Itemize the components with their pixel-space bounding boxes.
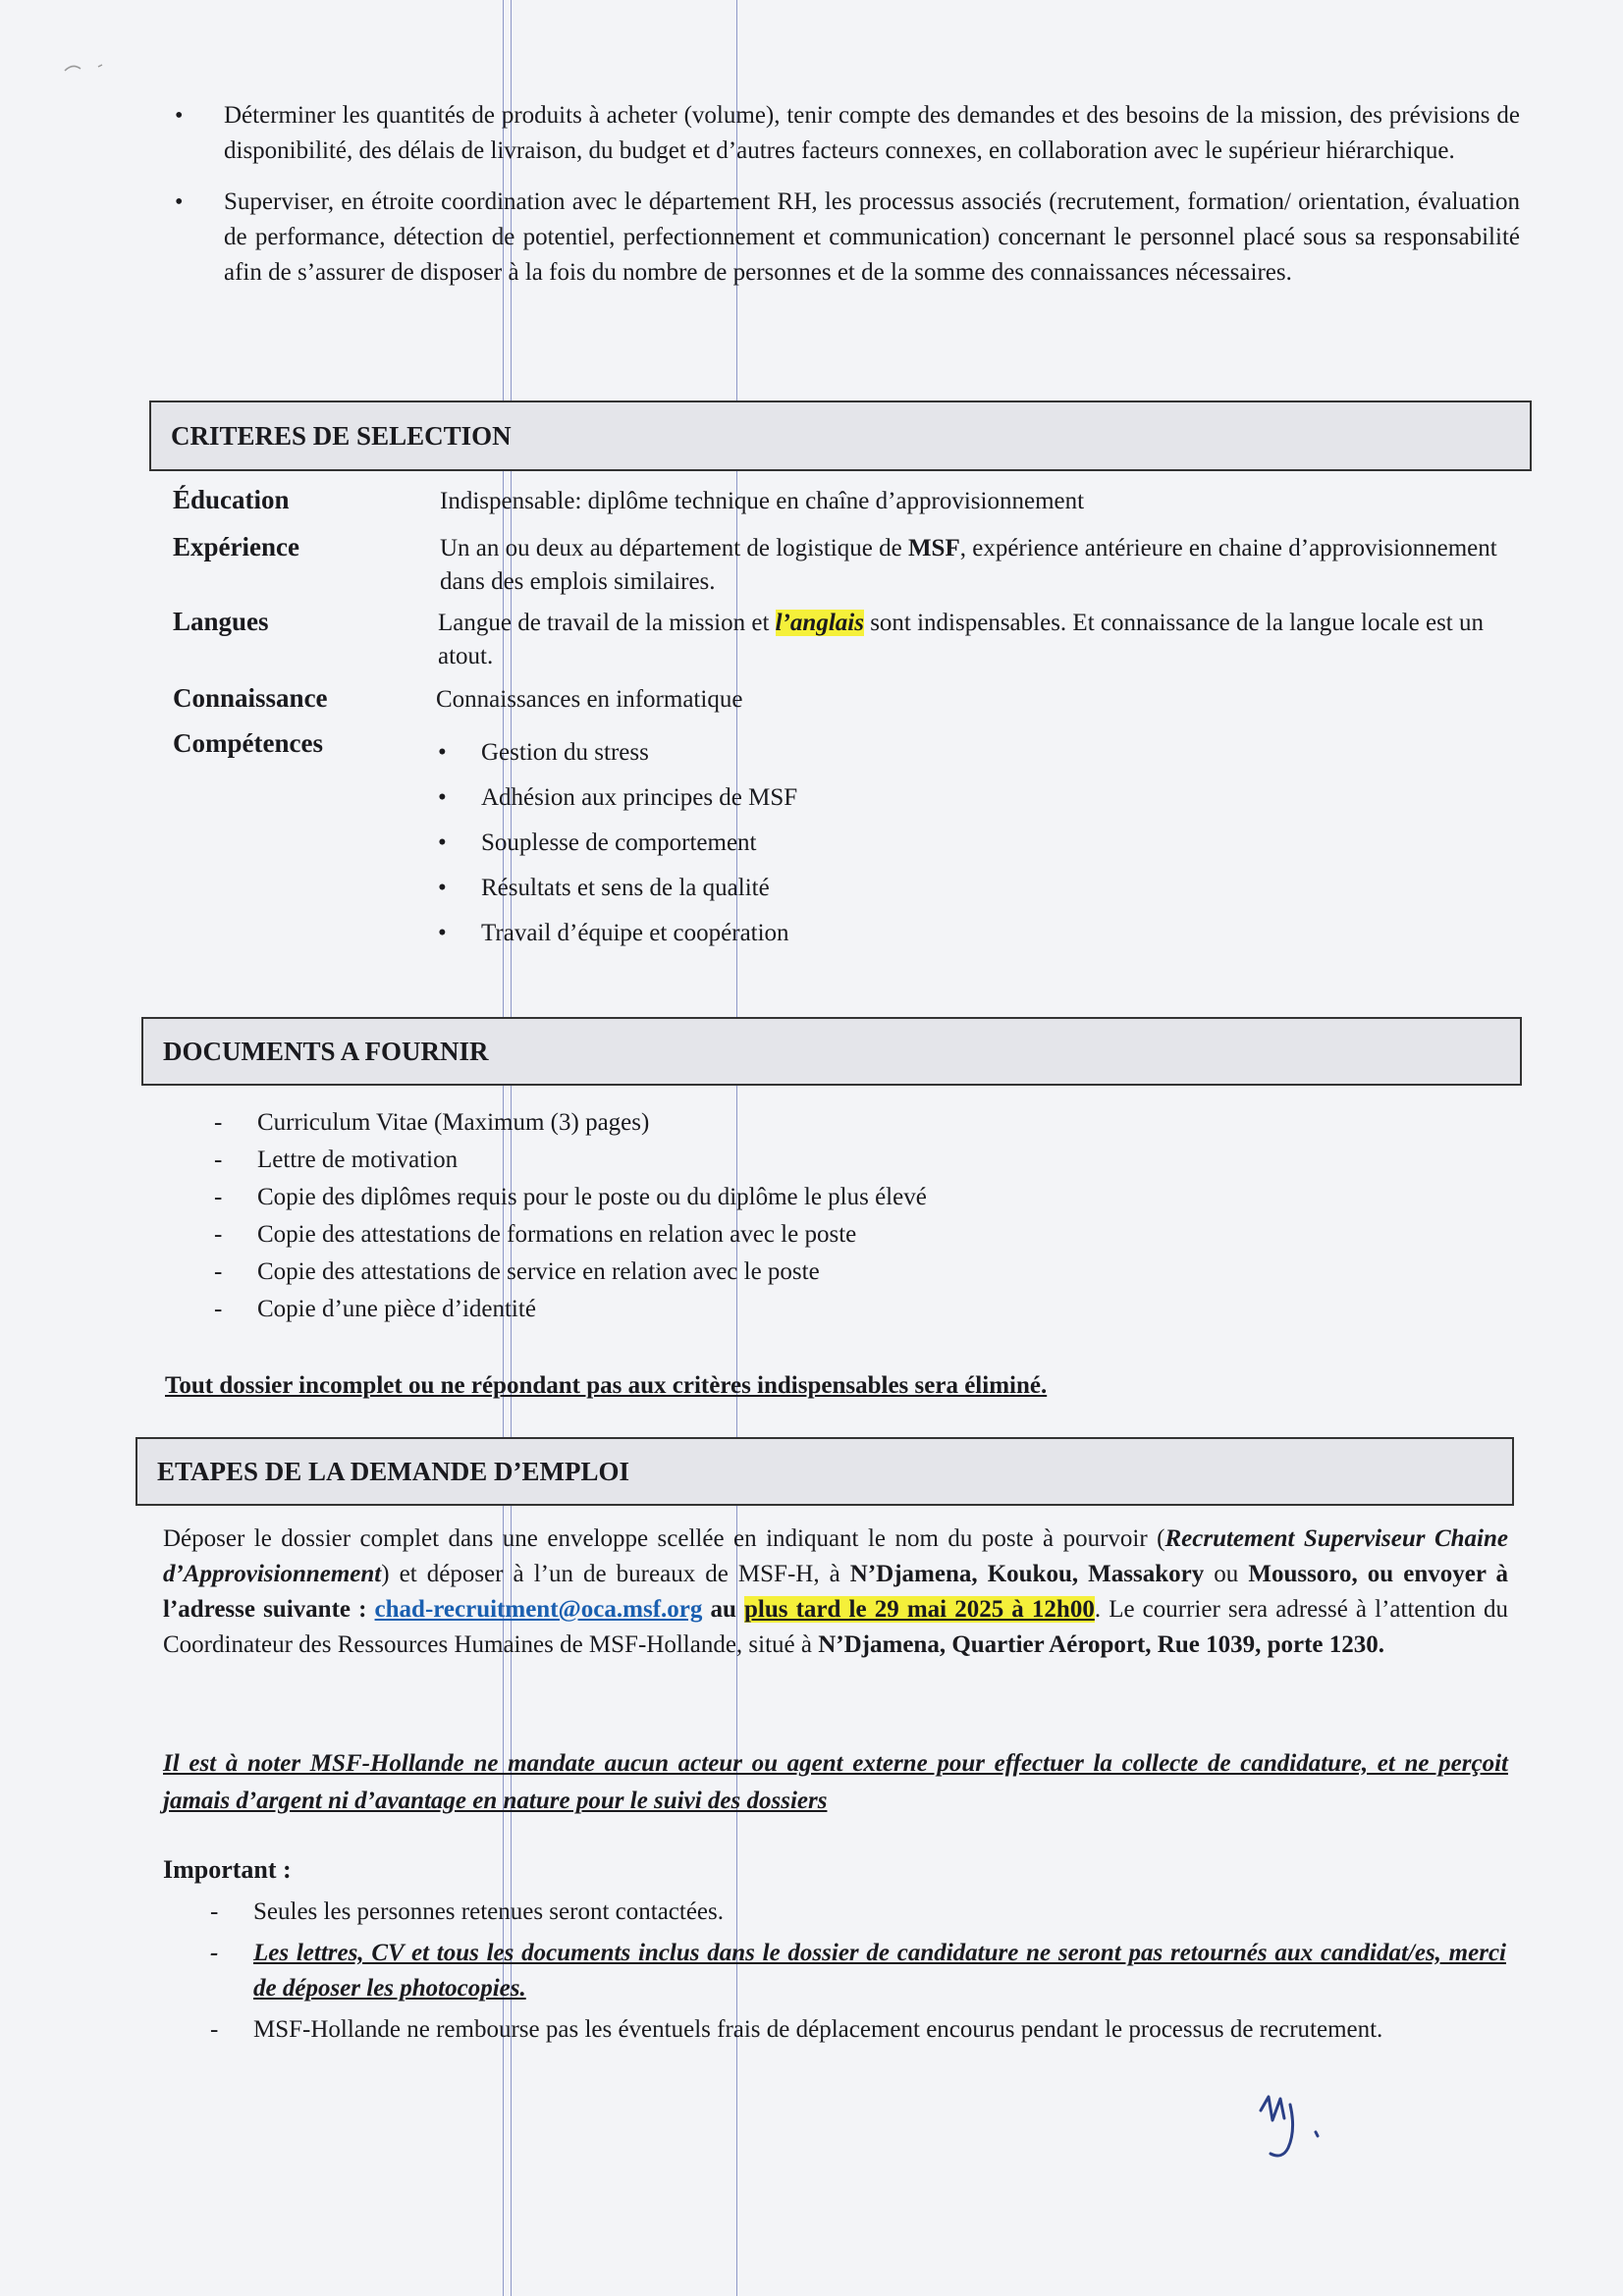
position-title: Recrutement Superviseur Chaine d’Approvisionnement [163, 1525, 1508, 1587]
scan-mark-icon [59, 59, 118, 79]
instruction-text: au [702, 1596, 745, 1623]
criteria-label: Expérience [173, 532, 299, 561]
list-item: • Adhésion aux principes de MSF [438, 775, 797, 821]
documents-list [214, 1104, 927, 1328]
list-item: - Lettre de motivation [214, 1142, 927, 1179]
signature-initials-icon [1247, 2091, 1335, 2169]
criteria-value [440, 532, 1530, 599]
list-item: - MSF-Hollande ne rembourse pas les éventuels frais de déplacement encourus pendant le processus de recrutement. [210, 2012, 1506, 2048]
section-title: CRITERES DE SELECTION [171, 420, 512, 451]
list-item: - Curriculum Vitae (Maximum (3) pages) [214, 1104, 927, 1142]
criteria-value [438, 607, 1528, 673]
list-item: - Copie des attestations de service en relation avec le poste [214, 1254, 927, 1291]
section-header-application [135, 1437, 1514, 1506]
office-locations: N’Djamena, Koukou, Massakory [849, 1561, 1205, 1587]
list-item: - Copie des attestations de formations en relation avec le poste [214, 1216, 927, 1254]
application-instructions [163, 1522, 1508, 1663]
deadline-highlight: plus tard le 29 mai 2025 à 12h00 [744, 1596, 1095, 1623]
criteria-value: Connaissances en informatique [436, 686, 743, 713]
languages-highlight: l’anglais [775, 610, 864, 636]
office-locations: Moussoro, ou [1248, 1561, 1394, 1587]
list-item: - Les lettres, CV et tous les documents inclus dans le dossier de candidature ne seront pas retournés aux candidat/es, merci de déposer les photocopies. [210, 1936, 1506, 2006]
instruction-text: ) et déposer à l’un de bureaux de MSF-H, à [381, 1561, 850, 1587]
section-title: ETAPES DE LA DEMANDE D’EMPLOI [157, 1456, 630, 1486]
list-item: • Gestion du stress [438, 730, 797, 775]
languages-text: sont indispensables. Et connaissance de la langue locale est un atout. [438, 610, 1485, 669]
list-item: • Résultats et sens de la qualité [438, 866, 797, 911]
instruction-text: ou [1204, 1561, 1249, 1587]
list-item: - Copie des diplômes requis pour le poste ou du diplôme le plus élevé [214, 1179, 927, 1216]
instruction-text: Déposer le dossier complet dans une enveloppe scellée en indiquant le nom du poste à pourvoir ( [163, 1525, 1165, 1552]
important-title: Important : [163, 1855, 292, 1884]
criteria-value: Indispensable: diplôme technique en chaîne d’approvisionnement [440, 488, 1085, 514]
experience-text: Un an ou deux au département de logistique de [440, 535, 908, 561]
criteria-label: Compétences [173, 728, 323, 758]
fraud-notice: Il est à noter MSF-Hollande ne mandate aucun acteur ou agent externe pour effectuer la collecte de candidature, et ne perçoit jamais d’argent ni d’avantage en nature pour le suivi des dossiers [163, 1750, 1508, 1814]
list-item: • Déterminer les quantités de produits à acheter (volume), tenir compte des demandes et des besoins de la mission, des prévisions de disponibilité, des délais de livraison, du budget et d’autres facteurs connexes, en collaboration avec le supérieur hiérarchique. [175, 98, 1520, 169]
criteria-label: Connaissance [173, 683, 328, 713]
experience-text: , expérience antérieure en chaine d’approvisionnement dans des emplois similaires. [440, 535, 1497, 595]
experience-msf: MSF [907, 535, 960, 561]
list-item: - Copie d’une pièce d’identité [214, 1291, 927, 1328]
criteria-label: Langues [173, 607, 269, 636]
list-item: • Superviser, en étroite coordination avec le département RH, les processus associés (recrutement, formation/ orientation, évaluation de performance, détection de potentiel, perfectionnement et communication) concernant le personnel placé sous sa responsabilité afin de s’assurer de disposer à la fois du nombre de personnes et de la somme des connaissances nécessaires. [175, 185, 1520, 291]
section-header-documents [141, 1017, 1522, 1086]
instruction-text: . Le courrier sera adressé à l’attention du Coordinateur des Ressources Humaines de MSF-Hollande, situé à [163, 1596, 1509, 1658]
instruction-text: envoyer à l’adresse suivante : [163, 1561, 1509, 1623]
important-list [210, 1895, 1506, 2054]
list-item: • Souplesse de comportement [438, 821, 797, 866]
criteria-label: Éducation [173, 485, 290, 514]
list-item: • Travail d’équipe et coopération [438, 911, 797, 956]
list-item: - Seules les personnes retenues seront contactées. [210, 1895, 1506, 1930]
office-address: N’Djamena, Quartier Aéroport, Rue 1039, porte 1230. [818, 1631, 1385, 1658]
incomplete-warning: Tout dossier incomplet ou ne répondant pas aux critères indispensables sera éliminé. [165, 1372, 1048, 1399]
responsibilities-list [175, 98, 1520, 306]
recruitment-email-link[interactable]: chad-recruitment@oca.msf.org [374, 1596, 703, 1623]
skills-list [438, 730, 797, 956]
section-title: DOCUMENTS A FOURNIR [163, 1036, 489, 1066]
section-header-criteria [149, 400, 1532, 471]
languages-text: Langue de travail de la mission et [438, 610, 776, 636]
